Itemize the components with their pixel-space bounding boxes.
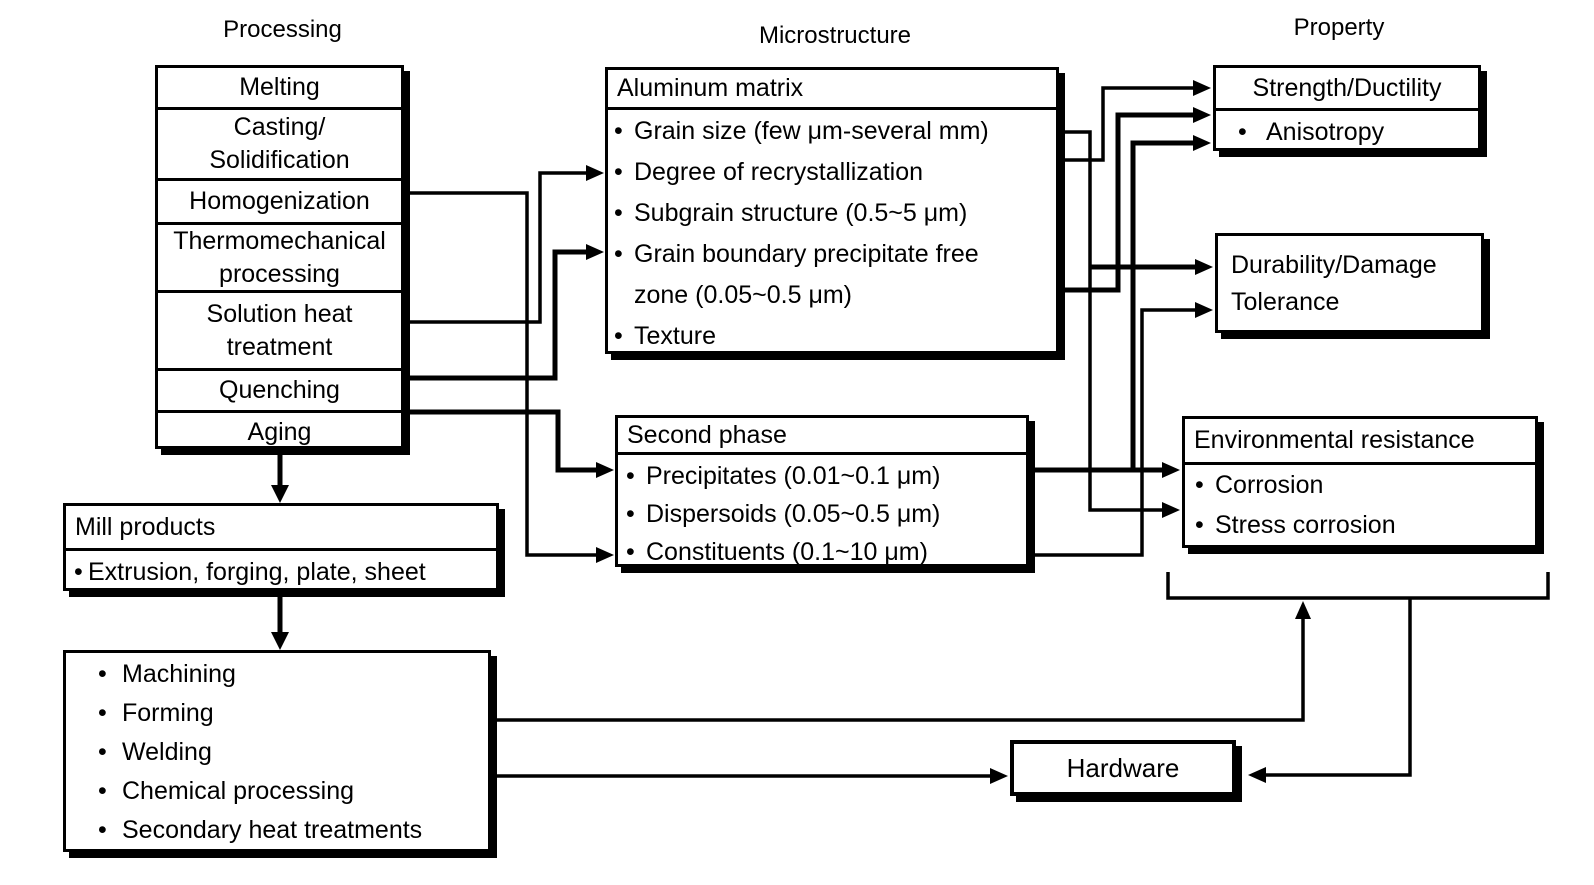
second-phase-item: • Precipitates (0.01~0.1 μm) bbox=[618, 457, 1026, 495]
stack-row-melting: Melting bbox=[239, 73, 320, 101]
bullet-glyph: • bbox=[98, 738, 107, 766]
bullet-glyph: • bbox=[614, 199, 623, 227]
connector-quenching-to-pfz bbox=[409, 244, 604, 378]
property-group-bracket bbox=[1168, 572, 1548, 598]
environmental-item: • Corrosion bbox=[1185, 465, 1535, 505]
environmental-resistance-box bbox=[1182, 416, 1538, 548]
mill-products-title: Mill products bbox=[66, 506, 496, 551]
aluminum-matrix-item: • Grain size (few μm-several mm) bbox=[608, 111, 1056, 152]
bullet-glyph: • bbox=[1195, 470, 1204, 499]
stack-row-casting: Casting/ Solidification bbox=[158, 107, 401, 178]
column-title-microstructure: Microstructure bbox=[758, 22, 912, 49]
bullet-glyph: • bbox=[1238, 118, 1247, 146]
durability-line1: Durability/Damage bbox=[1231, 251, 1437, 279]
connector-fabrication-to-hardware bbox=[495, 768, 1008, 784]
second-phase-title: Second phase bbox=[618, 418, 1026, 455]
environmental-item: • Stress corrosion bbox=[1185, 505, 1535, 545]
strength-ductility-box bbox=[1213, 65, 1481, 151]
bullet-glyph: • bbox=[98, 777, 107, 805]
mill-products-box bbox=[63, 503, 499, 591]
stack-row-quenching: Quenching bbox=[158, 368, 401, 410]
strength-ductility-label: Strength/Ductility bbox=[1216, 68, 1478, 111]
connector-matrix-zone-to-strength bbox=[1063, 107, 1211, 290]
connector-matrix-to-strength bbox=[1063, 80, 1211, 160]
aluminum-matrix-box bbox=[605, 67, 1059, 354]
bullet-glyph: • bbox=[98, 816, 107, 844]
bullet-glyph: • bbox=[98, 660, 107, 688]
aluminum-matrix-title: Aluminum matrix bbox=[608, 70, 1056, 110]
bullet-glyph: • bbox=[614, 117, 623, 145]
connector-fabrication-to-properties bbox=[495, 601, 1311, 720]
bullet-glyph: • bbox=[1195, 510, 1204, 539]
aluminum-matrix-item: • Grain boundary precipitate free bbox=[608, 234, 1056, 275]
fabrication-item: • Chemical processing bbox=[66, 772, 488, 811]
second-phase-item: • Dispersoids (0.05~0.5 μm) bbox=[618, 495, 1026, 533]
connector-aging-to-precipitates bbox=[409, 412, 614, 478]
aluminum-matrix-item: • Degree of recrystallization bbox=[608, 152, 1056, 193]
fabrication-box bbox=[63, 650, 491, 852]
aluminum-matrix-item: • Subgrain structure (0.5~5 μm) bbox=[608, 193, 1056, 234]
fabrication-item: • Welding bbox=[66, 733, 488, 772]
second-phase-item: • Constituents (0.1~10 μm) bbox=[618, 533, 1026, 571]
bullet-glyph: • bbox=[626, 461, 635, 490]
aluminum-matrix-item: • Texture bbox=[608, 316, 1056, 357]
fabrication-item: • Forming bbox=[66, 694, 488, 733]
bullet-glyph: • bbox=[626, 499, 635, 528]
anisotropy-label: • Anisotropy bbox=[1238, 118, 1385, 146]
stack-row-thermomechanical: Thermomechanical processing bbox=[158, 222, 401, 290]
aluminum-matrix-item-continuation: zone (0.05~0.5 μm) bbox=[634, 281, 852, 309]
fabrication-item: • Machining bbox=[66, 655, 488, 694]
stack-row-aging: Aging bbox=[158, 410, 401, 452]
bullet-glyph: • bbox=[98, 699, 107, 727]
connector-properties-to-hardware bbox=[1248, 598, 1410, 783]
bullet-glyph: • bbox=[74, 558, 83, 586]
fabrication-item: • Secondary heat treatments bbox=[66, 811, 488, 850]
durability-line2: Tolerance bbox=[1231, 288, 1340, 316]
processing-stack bbox=[155, 65, 404, 449]
column-title-property: Property bbox=[1293, 14, 1385, 41]
connector-mill-to-fabrication bbox=[271, 595, 289, 650]
stack-row-homogenization: Homogenization bbox=[158, 178, 401, 222]
durability-damage-tolerance-box bbox=[1215, 233, 1484, 333]
stack-row-solution-heat-treatment: Solution heat treatment bbox=[158, 290, 401, 368]
second-phase-box bbox=[615, 415, 1029, 567]
column-title-processing: Processing bbox=[223, 16, 342, 43]
connector-sht-to-aluminum-matrix bbox=[409, 165, 604, 322]
bullet-glyph: • bbox=[614, 240, 623, 268]
bullet-glyph: • bbox=[614, 158, 623, 186]
environmental-resistance-title: Environmental resistance bbox=[1185, 419, 1535, 465]
bullet-glyph: • bbox=[626, 537, 635, 566]
mill-products-item: • Extrusion, forging, plate, sheet bbox=[66, 551, 496, 594]
connector-stack-to-mill bbox=[271, 452, 289, 503]
bullet-glyph: • bbox=[614, 322, 623, 350]
hardware-box: Hardware bbox=[1010, 740, 1236, 796]
